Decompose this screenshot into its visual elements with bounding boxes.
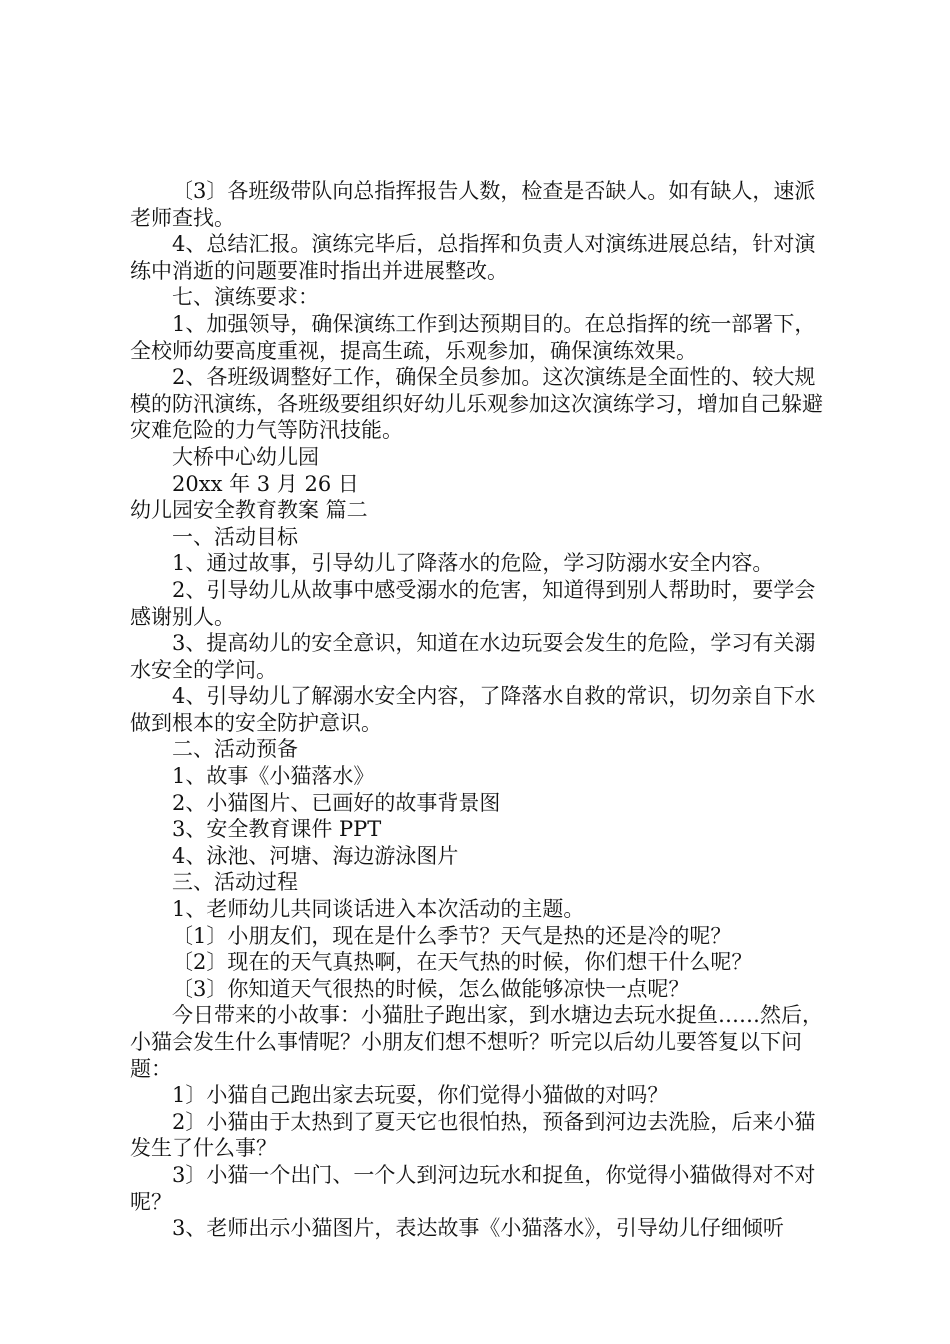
paragraph: 1、通过故事，引导幼儿了降落水的危险，学习防溺水安全内容。	[172, 551, 774, 576]
paragraph: 今日带来的小故事：小猫肚子跑出家，到水塘边去玩水捉鱼……然后，小猫会发生什么事情呢？小朋友们想不想听？听完以后幼儿要答复以下问题：	[130, 1003, 823, 1081]
list-item: 2、小猫图片、已画好的故事背景图	[172, 790, 501, 815]
section-heading: 三、活动过程	[172, 870, 298, 895]
paragraph: 4、总结汇报。演练完毕后，总指挥和负责人对演练进展总结，针对演练中消逝的问题要准时指出并进展整改。	[130, 232, 816, 283]
list-item: 〔1〕小朋友们，现在是什么季节？天气是热的还是冷的呢？	[172, 923, 732, 948]
paragraph: 3、提高幼儿的安全意识，知道在水边玩耍会发生的危险，学习有关溺水安全的学问。	[130, 631, 816, 682]
signature-date: 20xx 年 3 月 26 日	[172, 471, 359, 496]
list-item: 1〕小猫自己跑出家去玩耍，你们觉得小猫做的对吗？	[172, 1083, 669, 1108]
paragraph: 4、引导幼儿了解溺水安全内容，了降落水自救的常识，切勿亲自下水做到根本的安全防护意识。	[130, 684, 816, 735]
list-item: 〔2〕现在的天气真热啊，在天气热的时候，你们想干什么呢？	[172, 950, 753, 975]
document-title: 幼儿园安全教育教案 篇二	[130, 498, 368, 523]
signature-organization: 大桥中心幼儿园	[172, 444, 319, 469]
paragraph: 2、引导幼儿从故事中感受溺水的危害，知道得到别人帮助时，要学会感谢别人。	[130, 577, 816, 629]
paragraph: 〔3〕各班级带队向总指挥报告人数，检查是否缺人。如有缺人，速派老师查找。	[130, 179, 816, 230]
paragraph: 2、各班级调整好工作，确保全员参加。这次演练是全面性的、较大规模的防汛演练，各班级要组织好幼儿乐观参加这次演练学习，增加自己躲避灾难危险的力气等防汛技能。	[130, 365, 823, 443]
section-heading: 一、活动目标	[172, 524, 298, 549]
list-item: 2〕小猫由于太热到了夏天它也很怕热，预备到河边去洗脸，后来小猫发生了什么事？	[130, 1109, 816, 1161]
section-heading: 七、演练要求：	[172, 285, 319, 310]
list-item: 3、安全教育课件 PPT	[172, 817, 382, 842]
section-heading: 二、活动预备	[172, 737, 298, 762]
list-item: 〔3〕你知道天气很热的时候，怎么做能够凉快一点呢？	[172, 976, 690, 1001]
list-item: 1、故事《小猫落水》	[172, 764, 375, 789]
list-item: 3〕小猫一个出门、一个人到河边玩水和捉鱼，你觉得小猫做得对不对呢？	[130, 1162, 816, 1214]
list-item: 4、泳池、河塘、海边游泳图片	[172, 843, 459, 868]
paragraph: 1、老师幼儿共同谈话进入本次活动的主题。	[172, 897, 585, 922]
document-body	[130, 178, 832, 1242]
paragraph: 3、老师出示小猫图片，表达故事《小猫落水》，引导幼儿仔细倾听	[172, 1216, 784, 1241]
paragraph: 1、加强领导，确保演练工作到达预期目的。在总指挥的统一部署下，全校师幼要高度重视，提高生疏，乐观参加，确保演练效果。	[130, 311, 816, 363]
